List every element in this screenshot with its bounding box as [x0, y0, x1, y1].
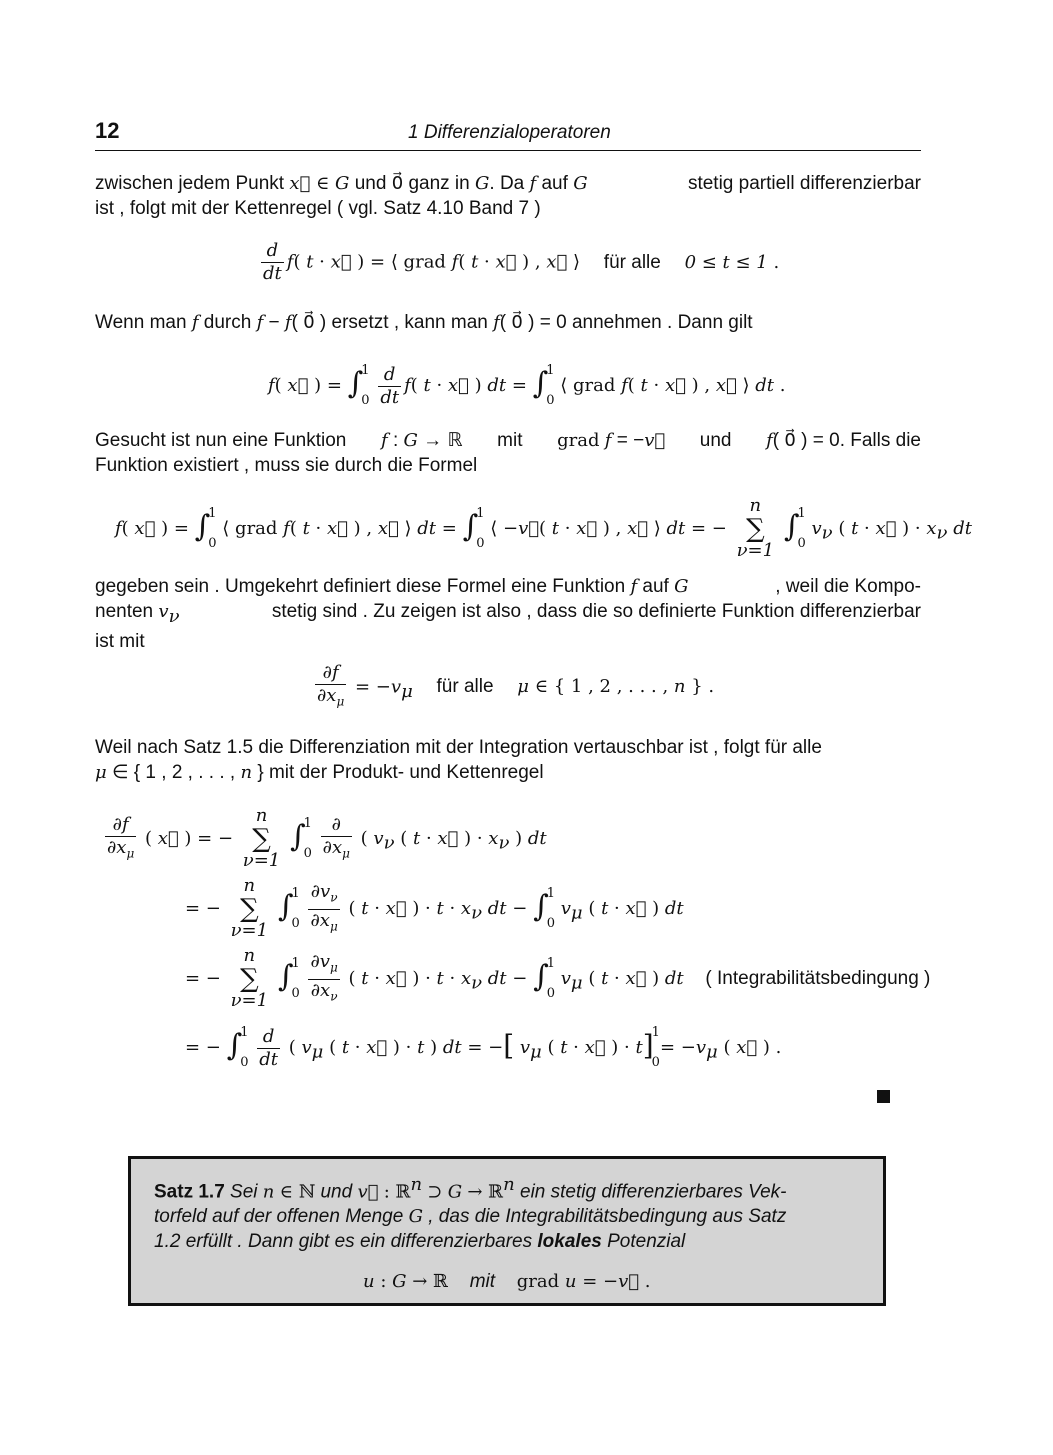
- page-number: 12: [95, 118, 120, 143]
- header-rule: [95, 150, 921, 151]
- paragraph-3: Gesucht ist nun eine Funktion f : G → ℝ mit grad f = −v⃗ und f( 0⃗ ) = 0. Falls die Funktion existiert , muss sie durch die Formel: [95, 430, 921, 476]
- equation-potential-formula: f( x⃗ ) = ∫ 1 0 ⟨ grad f( t · x⃗ ) , x⃗ ⟩ dt = ∫ 1 0 ⟨ −v⃗( t · x⃗ ) , x⃗ ⟩ dt = − n ∑ ν=1 ∫ 1 0 $v_\nu$ ( t · x⃗ ) · $x_\nu$ dt: [115, 495, 972, 561]
- equation-chain-rule: $\frac{d}{dt}$ f( t · x⃗ ) = ⟨ grad f( t · x⃗ ) , x⃗ ⟩ für alle 0 ≤ t ≤ 1 .: [263, 240, 780, 284]
- derivation-line-3: = − n ∑ ν=1 ∫ 1 0 $\frac{\partial v_\mu}{\partial x_\nu}$ ( t · x⃗ ) · $t \cdot x_\nu$ dt − ∫ 1 0 $v_\mu$ ( t · x⃗ ) dt ( Integrabilitätsbedingung ): [185, 945, 931, 1011]
- paragraph-5: Weil nach Satz 1.5 die Differenziation mit der Integration vertauschbar ist , folgt für alle μ ∈ { 1 , 2 , . . . , n } mit der Produkt- und Kettenregel: [95, 737, 822, 783]
- qed-square-icon: [877, 1090, 890, 1103]
- derivation-line-2: = − n ∑ ν=1 ∫ 1 0 $\frac{\partial v_\nu}{\partial x_\mu}$ ( t · x⃗ ) · $t \cdot x_\nu$ dt − ∫ 1 0 $v_\mu$ ( t · x⃗ ) dt: [185, 875, 684, 941]
- derivation-line-1: $\frac{\partial f}{\partial x_\mu}$ ( x⃗ ) = − n ∑ ν=1 ∫ 1 0 $\frac{\partial}{\partial x_\mu}$ ( $v_\nu$ ( t · x⃗ ) · $x_\nu$ ) dt: [107, 805, 547, 871]
- paragraph-1: zwischen jedem Punkt x⃗ ∈ G und 0⃗ ganz in G. Da f auf G stetig partiell differenzierbar ist , folgt mit der Kettenregel ( vgl. Satz 4.10 Band 7 ): [95, 173, 921, 219]
- integrability-annotation: ( Integrabilitätsbedingung ): [705, 968, 931, 989]
- equation-integral-representation: f( x⃗ ) = ∫ 1 0 $\frac{d}{dt}$ f( t · x⃗ ) dt = ∫ 1 0 ⟨ grad f( t · x⃗ ) , x⃗ ⟩ dt .: [268, 363, 786, 408]
- equation-partial-derivative: $\frac{\partial f}{\partial x_\mu}$ = $-v_\mu$ für alle μ ∈ { 1 , 2 , . . . , n } .: [317, 662, 715, 709]
- derivation-line-4: = − ∫ 1 0 $\frac{d}{dt}$ ( $v_\mu$ ( t · x⃗ ) · t ) dt = −[ $v_\mu$ ( t · x⃗ ) · t] 1 0 = $-v_\mu$ ( x⃗ ) .: [185, 1025, 782, 1070]
- paragraph-4: gegeben sein . Umgekehrt definiert diese Formel eine Funktion f auf G , weil die Kompo- nenten $v_\nu$ stetig sind . Zu zeigen ist also , dass die so definierte Funktion differenzierbar ist mit: [95, 576, 921, 652]
- theorem-box: [128, 1156, 886, 1306]
- paragraph-2: Wenn man f durch f − f( 0⃗ ) ersetzt , kann man f( 0⃗ ) = 0 annehmen . Dann gilt: [95, 312, 753, 333]
- theorem-label: Satz 1.7: [154, 1181, 225, 1203]
- theorem-text: Satz 1.7 Sei n ∈ ℕ und v⃗ : ℝ$^n$ ⊃ G → ℝ$^n$ ein stetig differenzierbares Vek- torfeld auf der offenen Menge G , das die Integrabilitätsbedingung aus Satz 1.2 erfüllt . Dann gibt es ein differenzierbares lokales Potenzial: [154, 1174, 787, 1253]
- theorem-equation: u : G → ℝ mit grad u = −v⃗ .: [363, 1271, 651, 1292]
- chapter-title: 1 Differenzialoperatoren: [408, 122, 611, 143]
